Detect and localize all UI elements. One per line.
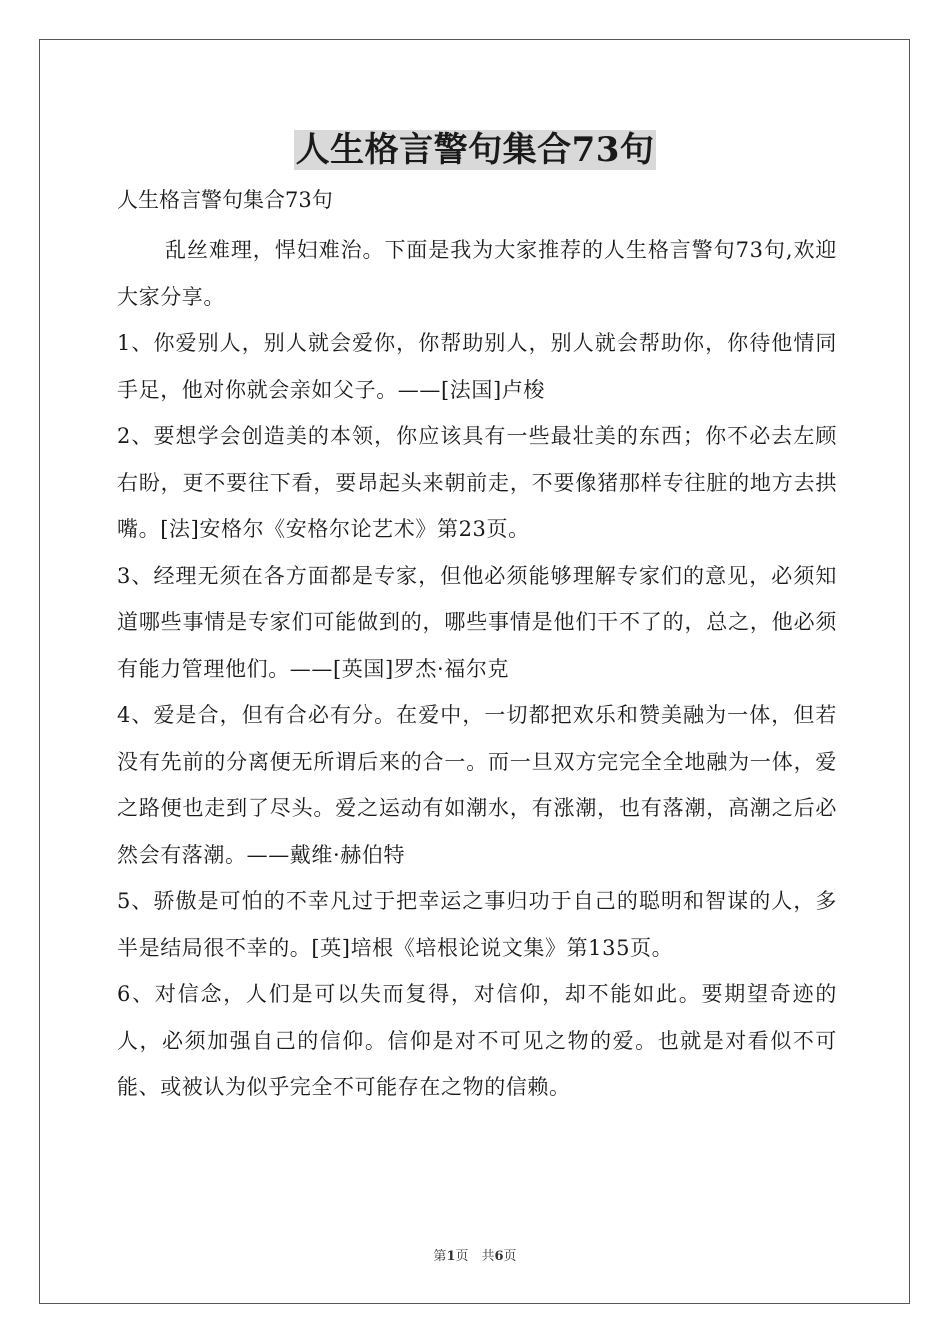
quote-item-4: 4、爱是合，但有合必有分。在爱中，一切都把欢乐和赞美融为一体，但若没有先前的分离便无所谓后来的合一。而一旦双方完完全全地融为一体，爱之路便也走到了尽头。爱之运动有如潮水，有涨潮，也有落潮，高潮之后必然会有落潮。——戴维·赫伯特 [117, 703, 837, 867]
footer-suffix: 页 [503, 1249, 517, 1264]
intro-paragraph: 乱丝难理，悍妇难治。下面是我为大家推荐的人生格言警句73句,欢迎大家分享。 [117, 238, 837, 309]
document-title: 人生格言警句集合73句 [295, 130, 655, 170]
quote-item-3: 3、经理无须在各方面都是专家，但他必须能够理解专家们的意见，必须知道哪些事情是专家们可能做到的，哪些事情是他们干不了的，总之，他必须有能力管理他们。——[英国]罗杰·福尔克 [117, 563, 837, 681]
quote-item-1: 1、你爱别人，别人就会爱你，你帮助别人，别人就会帮助你，你待他情同手足，他对你就会亲如父子。——[法国]卢梭 [117, 331, 837, 402]
title-container [0, 130, 950, 170]
footer-mid: 页 共 [455, 1249, 495, 1264]
document-subtitle: 人生格言警句集合73句 [117, 188, 333, 212]
quote-item-6: 6、对信念，人们是可以失而复得，对信仰，却不能如此。要期望奇迹的人，必须加强自己的信仰。信仰是对不可见之物的爱。也就是对看似不可能、或被认为似乎完全不可能存在之物的信赖。 [117, 982, 837, 1099]
footer-prefix: 第 [433, 1249, 447, 1264]
footer-total-pages: 6 [494, 1249, 504, 1264]
footer-current-page: 1 [446, 1249, 456, 1264]
page-footer [0, 1245, 950, 1264]
quote-item-2: 2、要想学会创造美的本领，你应该具有一些最壮美的东西；你不必去左顾右盼，更不要往下看，要昂起头来朝前走，不要像猪那样专往脏的地方去拱嘴。[法]安格尔《安格尔论艺术》第23页。 [117, 424, 837, 541]
document-body [117, 180, 837, 1111]
quote-item-5: 5、骄傲是可怕的不幸凡过于把幸运之事归功于自己的聪明和智谋的人，多半是结局很不幸的。[英]培根《培根论说文集》第135页。 [117, 889, 837, 960]
